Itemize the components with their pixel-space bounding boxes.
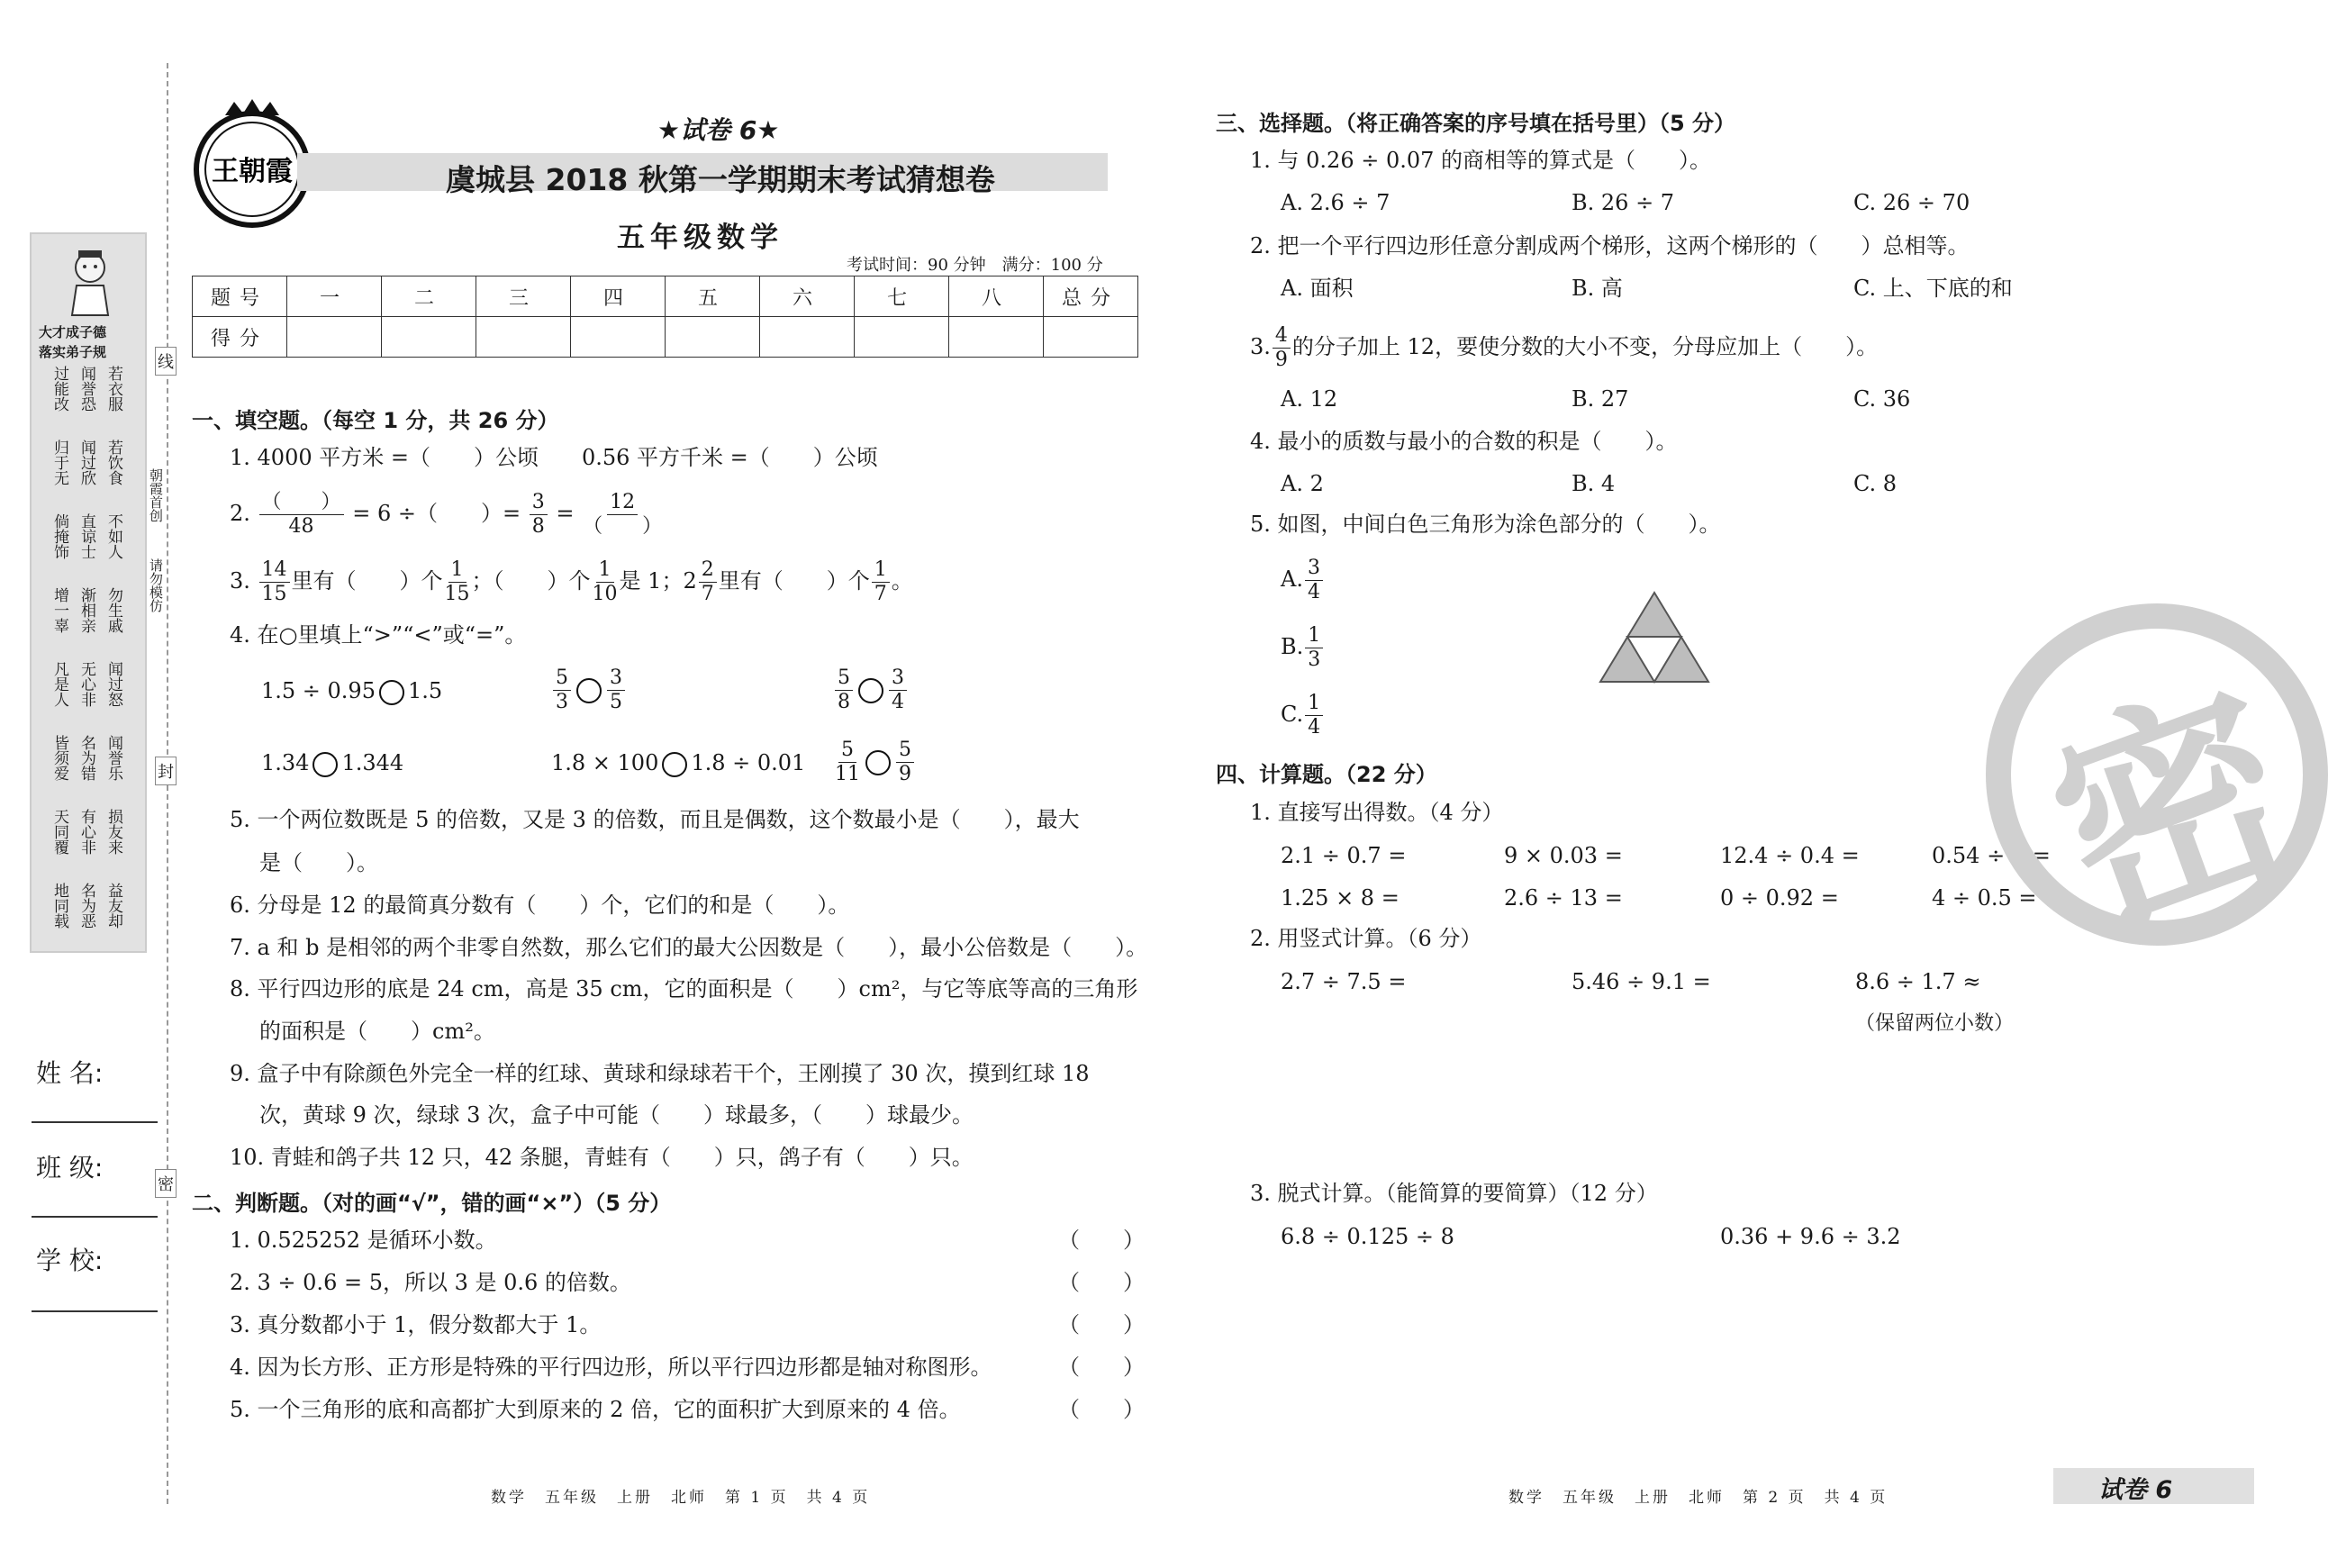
circle-blank[interactable] (379, 680, 404, 705)
motto-column: 闻誉恐 (77, 366, 95, 412)
score-header-cell: 八 (949, 276, 1044, 317)
score-header-cell: 三 (476, 276, 571, 317)
score-cell[interactable] (571, 317, 666, 358)
motto-column: 倘掩饰 (50, 513, 68, 559)
binding-label-line: 线 (155, 347, 177, 376)
calc-item: 12.4 ÷ 0.4 = (1720, 843, 1860, 868)
motto-column: 无心非 (77, 661, 95, 707)
score-cell[interactable] (476, 317, 571, 358)
q3-2: 2. 把一个平行四边形任意分割成两个梯形，这两个梯形的（ ）总相等。 (1250, 233, 1970, 258)
score-header-cell: 二 (382, 276, 476, 317)
stamp-text: 密 (2022, 648, 2323, 973)
score-cell[interactable] (382, 317, 476, 358)
circle-blank[interactable] (576, 678, 602, 703)
motto-column: 若衣服 (104, 366, 122, 412)
option[interactable]: C. 上、下底的和 (1853, 276, 2013, 301)
calc-item: 2.1 ÷ 0.7 = (1281, 843, 1407, 868)
binding-label-seal: 封 (155, 757, 177, 785)
logo-text: 王朝霞 (212, 156, 293, 187)
score-header-cell: 五 (666, 276, 760, 317)
motto-column: 渐相亲 (77, 587, 95, 633)
motto-column: 地同载 (50, 883, 68, 929)
subject-title: 五年级数学 (617, 222, 784, 254)
answer-paren[interactable]: （ ） (1058, 1270, 1145, 1295)
motto-column: 增一辜 (50, 587, 68, 633)
option[interactable]: A. 面积 (1281, 276, 1354, 301)
footer-tag: 试卷 6 (2098, 1476, 2173, 1504)
motto-column: 名为恶 (77, 883, 95, 929)
answer-paren[interactable]: （ ） (1058, 1228, 1145, 1253)
option[interactable]: A. 2.6 ÷ 7 (1281, 190, 1390, 215)
page-title: 虞城县 2018 秋第一学期期末考试猜想卷 (446, 162, 995, 197)
score-cell[interactable] (760, 317, 855, 358)
compare-c: $\frac{5}{8}$ $\frac{3}{4}$ (833, 666, 909, 714)
q4-1: 1. 直接写出得数。（4 分） (1250, 800, 1504, 825)
motto-column: 损友来 (104, 809, 122, 855)
q1-2: 2. （ ） 48 = 6 ÷（ ）= $\frac{3}{8}$ = 12 （ ） (230, 491, 663, 538)
calc-item: 8.6 ÷ 1.7 ≈ (1855, 969, 1981, 994)
q1-10: 10. 青蛙和鸽子共 12 只，42 条腿，青蛙有（ ）只，鸽子有（ ）只。 (230, 1145, 974, 1170)
compare-a: 1.5 ÷ 0.95 1.5 (261, 678, 443, 703)
motto-column: 勿生戚 (104, 587, 122, 633)
judge-item: 3. 真分数都小于 1，假分数都大于 1。 (230, 1312, 602, 1337)
score-label-cell: 得分 (193, 317, 287, 358)
note-copy: 请勿模仿 (148, 558, 164, 612)
score-cell[interactable] (287, 317, 382, 358)
score-header-cell: 四 (571, 276, 666, 317)
score-table (192, 276, 1138, 358)
footer-right: 数学 五年级 上册 北师 第 2 页 共 4 页 (1508, 1489, 1889, 1507)
compare-e: 1.8 × 100 1.8 ÷ 0.01 (551, 750, 806, 775)
score-header-cell: 七 (855, 276, 949, 317)
slogan-1: 大才成子德 (39, 324, 107, 340)
judge-item: 5. 一个三角形的底和高都扩大到原来的 2 倍，它的面积扩大到原来的 4 倍。 (230, 1397, 961, 1422)
answer-paren[interactable]: （ ） (1058, 1355, 1145, 1380)
motto-column: 归于无 (50, 440, 68, 485)
calc-item: 0.54 ÷ 6 = (1932, 843, 2051, 868)
score-cell[interactable] (949, 317, 1044, 358)
q1-8a: 8. 平行四边形的底是 24 cm，高是 35 cm，它的面积是（ ）cm²，与它等底等高的三角形 (230, 976, 1138, 1002)
series-label: ★试卷 6★ (657, 115, 780, 145)
q1-4: 4. 在○里填上“>”“<”或“=”。 (230, 622, 527, 648)
fraction: 12 （ ） (583, 491, 663, 538)
school-field[interactable] (32, 1310, 158, 1312)
judge-item: 4. 因为长方形、正方形是特殊的平行四边形，所以平行四边形都是轴对称图形。 (230, 1355, 992, 1380)
score-cell[interactable] (666, 317, 760, 358)
q3-5: 5. 如图，中间白色三角形为涂色部分的（ ）。 (1250, 512, 1721, 537)
calc-item: 4 ÷ 0.5 = (1932, 885, 2037, 911)
motto-column: 闻过怒 (104, 661, 122, 707)
q3-3: 3. $\frac{4}{9}$ 的分子加上 12，要使分数的大小不变，分母应加上（ ）。 (1250, 324, 1879, 371)
class-label: 班 级: (36, 1153, 104, 1183)
judge-item: 1. 0.525252 是循环小数。 (230, 1228, 497, 1253)
answer-paren[interactable]: （ ） (1058, 1312, 1145, 1337)
section-4-title: 四、计算题。（22 分） (1216, 762, 1437, 787)
footer-left: 数学 五年级 上册 北师 第 1 页 共 4 页 (491, 1489, 871, 1507)
option[interactable]: C. 8 (1853, 471, 1898, 496)
q1-8b: 的面积是（ ）cm²。 (259, 1019, 495, 1044)
section-1-title: 一、填空题。（每空 1 分，共 26 分） (192, 408, 559, 433)
q4-2: 2. 用竖式计算。（6 分） (1250, 926, 1482, 951)
class-field[interactable] (32, 1216, 158, 1218)
score-header-cell: 总分 (1044, 276, 1138, 317)
option[interactable]: A. 12 (1281, 386, 1338, 412)
judge-item: 2. 3 ÷ 0.6 = 5，所以 3 是 0.6 的倍数。 (230, 1270, 631, 1295)
calc-item: 9 × 0.03 = (1504, 843, 1623, 868)
circle-blank[interactable] (865, 750, 891, 775)
exam-info: 考试时间：90 分钟 满分：100 分 (847, 256, 1103, 275)
q1-6: 6. 分母是 12 的最简真分数有（ ）个，它们的和是（ ）。 (230, 893, 850, 918)
calc-item: 5.46 ÷ 9.1 = (1572, 969, 1711, 994)
school-label: 学 校: (36, 1246, 104, 1275)
motto-column: 不如人 (104, 513, 122, 559)
circle-blank[interactable] (313, 752, 338, 777)
calc-item: 0.36 + 9.6 ÷ 3.2 (1720, 1224, 1901, 1249)
slogan-2: 落实弟子规 (39, 344, 107, 360)
motto-column: 益友却 (104, 883, 122, 929)
answer-paren[interactable]: （ ） (1058, 1397, 1145, 1422)
note-first: 朝霞首创 (148, 468, 164, 522)
name-field[interactable] (32, 1121, 158, 1123)
motto-column: 闻过欣 (77, 440, 95, 485)
q4-3: 3. 脱式计算。（能简算的要简算）（12 分） (1250, 1181, 1658, 1206)
fraction: （ ） 48 (259, 491, 344, 539)
compare-d: 1.34̇ 1.344 (261, 750, 404, 775)
score-header-cell: 题号 (193, 276, 287, 317)
motto-column: 凡是人 (50, 661, 68, 707)
q1-9a: 9. 盒子中有除颜色外完全一样的红球、黄球和绿球若干个，王刚摸了 30 次，摸到红球 18 (230, 1061, 1090, 1086)
option[interactable]: B. 高 (1572, 276, 1623, 301)
option[interactable]: C. 26 ÷ 70 (1853, 190, 1970, 215)
triangle-figure (1599, 590, 1711, 684)
option[interactable]: B. 4 (1572, 471, 1616, 496)
sidebar-panel (30, 232, 147, 953)
q1-7: 7. a 和 b 是相邻的两个非零自然数，那么它们的最大公因数是（ ），最小公倍数是（ ）。 (230, 935, 1148, 960)
q1-3: 3. $\frac{14}{15}$ 里有（ ）个 $\frac{1}{15}$ ；（ ）个 $\frac{1}{10}$ 是 1；2 $\frac{2}{7}$ 里有（ ）个 $\frac{1}{7}$ 。 (230, 558, 913, 605)
q1-1: 1. 4000 平方米 =（ ）公顷 0.56 平方千米 =（ ）公顷 (230, 445, 878, 470)
circle-blank[interactable] (662, 752, 687, 777)
calc-item: 2.6 ÷ 13 = (1504, 885, 1623, 911)
section-2-title: 二、判断题。（对的画“√”，错的画“×”）（5 分） (192, 1191, 672, 1216)
fraction: $\frac{3}{8}$ (530, 491, 548, 539)
q3-4: 4. 最小的质数与最小的合数的积是（ ）。 (1250, 429, 1678, 454)
motto-column: 有心非 (77, 809, 95, 855)
option[interactable]: A. $\frac{3}{4}$ (1281, 557, 1325, 604)
motto-column: 直谅士 (77, 513, 95, 559)
q1-9b: 次，黄球 9 次，绿球 3 次，盒子中可能（ ）球最多，（ ）球最少。 (259, 1102, 974, 1128)
score-cell[interactable] (1044, 317, 1138, 358)
score-cell[interactable] (855, 317, 949, 358)
q1-5a: 5. 一个两位数既是 5 的倍数，又是 3 的倍数，而且是偶数，这个数最小是（ ），最大 (230, 807, 1080, 832)
option[interactable]: B. 27 (1572, 386, 1629, 412)
name-label: 姓 名: (36, 1058, 104, 1088)
motto-column: 天同覆 (50, 809, 68, 855)
q3-1: 1. 与 0.26 ÷ 0.07 的商相等的算式是（ ）。 (1250, 148, 1712, 173)
compare-b: $\frac{5}{3}$ $\frac{3}{5}$ (551, 666, 627, 714)
round-note: （保留两位小数） (1855, 1012, 2015, 1035)
binding-label-secret: 密 (155, 1169, 177, 1198)
calc-item: 1.25 × 8 = (1281, 885, 1400, 911)
option[interactable]: C. $\frac{1}{4}$ (1281, 692, 1325, 739)
child-illustration (59, 245, 122, 317)
compare-f: $\frac{5}{11}$ $\frac{5}{9}$ (833, 739, 916, 786)
option[interactable]: C. 36 (1853, 386, 1911, 412)
motto-column: 若饮食 (104, 440, 122, 485)
section-3-title: 三、选择题。（将正确答案的序号填在括号里）（5 分） (1216, 111, 1736, 136)
motto-column: 过能改 (50, 366, 68, 412)
motto-column: 闻誉乐 (104, 735, 122, 781)
option[interactable]: B. $\frac{1}{3}$ (1281, 624, 1325, 672)
q1-5b: 是（ ）。 (259, 850, 378, 875)
option[interactable]: A. 2 (1281, 471, 1324, 496)
calc-item: 0 ÷ 0.92 = (1720, 885, 1839, 911)
motto-column: 皆须爱 (50, 735, 68, 781)
circle-blank[interactable] (858, 678, 883, 703)
motto-column: 名为错 (77, 735, 95, 781)
score-header-cell: 一 (287, 276, 382, 317)
calc-item: 6.8 ÷ 0.125 ÷ 8 (1281, 1224, 1454, 1249)
option[interactable]: B. 26 ÷ 7 (1572, 190, 1675, 215)
calc-item: 2.7 ÷ 7.5 = (1281, 969, 1407, 994)
score-header-cell: 六 (760, 276, 855, 317)
